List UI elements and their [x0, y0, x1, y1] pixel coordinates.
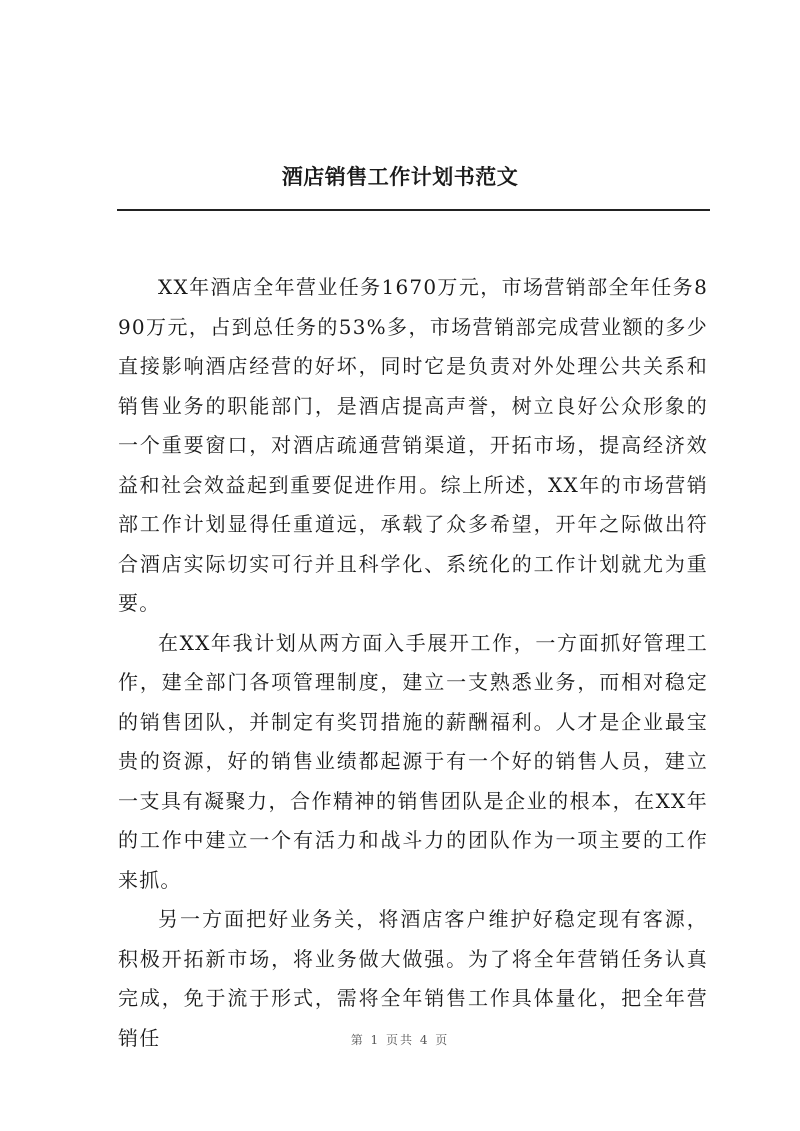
page-footer: 第 1 页共 4 页 [350, 1033, 450, 1047]
page-title: 酒店销售工作计划书范文 [281, 164, 519, 189]
paragraph-1: XX年酒店全年营业任务1670万元，市场营销部全年任务890万元，占到总任务的53%多，市场营销部完成营业额的多少直接影响酒店经营的好坏，同时它是负责对外处理公共关系和销售业务的职能部门，是酒店提高声誉，树立良好公众形象的一个重要窗口，对酒店疏通营销渠道，开拓市场，提高经济效益和社会效益起到重要促进作用。综上所述，XX年的市场营销部工作计划显得任重道远，承载了众多希望，开年之际做出符合酒店实际切实可行并且科学化、系统化的工作计划就尤为重要。 [118, 275, 708, 615]
paragraph-3: 另一方面把好业务关，将酒店客户维护好稳定现有客源，积极开拓新市场，将业务做大做强。为了将全年营销任务认真完成，免于流于形式，需将全年销售工作具体量化，把全年营销任 [118, 907, 708, 1050]
paragraph-2: 在XX年我计划从两方面入手展开工作，一方面抓好管理工作，建全部门各项管理制度，建立一支熟悉业务，而相对稳定的销售团队，并制定有奖罚措施的薪酬福利。人才是企业最宝贵的资源，好的销售业绩都起源于有一个好的销售人员，建立一支具有凝聚力，合作精神的销售团队是企业的根本，在XX年的工作中建立一个有活力和战斗力的团队作为一项主要的工作来抓。 [118, 630, 708, 892]
title-divider [117, 209, 710, 211]
document-body [118, 268, 708, 1058]
